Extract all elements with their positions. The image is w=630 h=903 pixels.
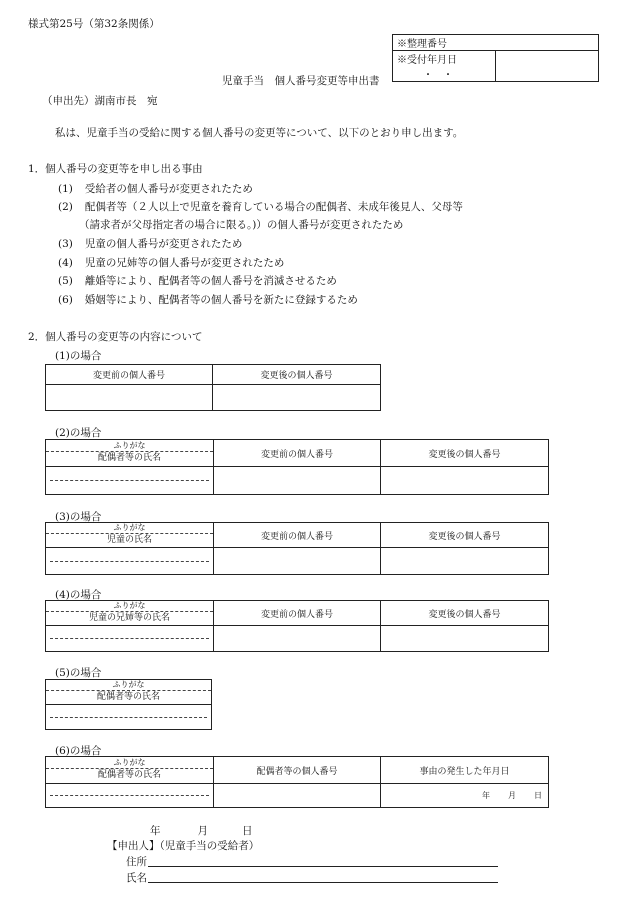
before-number-header: 変更前の個人番号 — [214, 523, 381, 548]
footer-date: 年 月 日 — [150, 825, 253, 837]
receipt-date-dots: ・ ・ — [423, 70, 453, 81]
before-number-header: 変更前の個人番号 — [214, 440, 381, 467]
address-input[interactable] — [148, 866, 498, 867]
before-number-header: 変更前の個人番号 — [214, 601, 381, 626]
applicant-label: 【申出人】（児童手当の受給者） — [107, 840, 260, 852]
reference-number-field: ※整理番号 — [393, 35, 599, 51]
case6-table — [45, 756, 549, 808]
addressee: （申出先）湖南市長 宛 — [42, 95, 158, 107]
document-title: 児童手当 個人番号変更等申出書 — [222, 75, 380, 87]
case6-label: (6)の場合 — [55, 745, 102, 757]
before-number-input[interactable] — [46, 385, 213, 411]
case2-label: (2)の場合 — [55, 427, 102, 439]
after-number-input[interactable] — [381, 467, 549, 495]
receipt-date-label: ※受付年月日 — [397, 55, 457, 66]
spouse-number-input[interactable] — [214, 784, 381, 808]
name-input[interactable] — [46, 467, 214, 495]
after-number-header: 変更後の個人番号 — [381, 523, 549, 548]
intro-text: 私は、児童手当の受給に関する個人番号の変更等について、以下のとおり申し出ます。 — [55, 127, 464, 139]
case4-table — [45, 600, 549, 652]
after-number-header: 変更後の個人番号 — [381, 440, 549, 467]
section2-heading: 2．個人番号の変更等の内容について — [28, 331, 203, 343]
spouse-number-header: 配偶者等の個人番号 — [214, 757, 381, 784]
receipt-date-blank — [496, 51, 599, 82]
case3-label: (3)の場合 — [55, 511, 102, 523]
case3-table — [45, 522, 549, 575]
case5-label: (5)の場合 — [55, 667, 102, 679]
name-input[interactable] — [46, 548, 214, 575]
reason-item-continued: （請求者が父母指定者の場合に限る。)）の個人番号が変更されたため — [79, 219, 404, 231]
section1-heading: 1．個人番号の変更等を申し出る事由 — [28, 163, 203, 175]
receipt-date-field — [393, 51, 496, 82]
name-header: ふりがな 配偶者等の氏名 — [46, 680, 212, 705]
before-number-input[interactable] — [214, 467, 381, 495]
after-number-input[interactable] — [213, 385, 381, 411]
after-number-input[interactable] — [381, 548, 549, 575]
name-input[interactable] — [46, 705, 212, 730]
reason-item: (4) 児童の兄姉等の個人番号が変更されたため — [58, 257, 285, 269]
reason-item: (5) 離婚等により、配偶者等の個人番号を消滅させるため — [58, 275, 337, 287]
name-header: ふりがな 児童の氏名 — [46, 523, 214, 548]
before-number-input[interactable] — [214, 548, 381, 575]
case2-table — [45, 439, 549, 495]
form-number: 様式第25号（第32条関係） — [28, 18, 160, 30]
name-signature-input[interactable] — [148, 882, 498, 883]
event-date-header: 事由の発生した年月日 — [381, 757, 549, 784]
address-label: 住所 — [126, 856, 147, 868]
before-number-header: 変更前の個人番号 — [46, 365, 213, 385]
office-use-box — [392, 34, 599, 82]
name-input[interactable] — [46, 784, 214, 808]
name-header: ふりがな 配偶者等の氏名 — [46, 440, 214, 467]
after-number-header: 変更後の個人番号 — [381, 601, 549, 626]
name-header: ふりがな 児童の兄姉等の氏名 — [46, 601, 214, 626]
name-label: 氏名 — [126, 872, 147, 884]
case1-table — [45, 364, 381, 411]
case4-label: (4)の場合 — [55, 589, 102, 601]
event-date-input[interactable]: 年 月 日 — [381, 784, 549, 808]
reason-item: (1) 受給者の個人番号が変更されたため — [58, 183, 253, 195]
name-header: ふりがな 配偶者等の氏名 — [46, 757, 214, 784]
reason-item: (3) 児童の個人番号が変更されたため — [58, 238, 243, 250]
after-number-input[interactable] — [381, 626, 549, 652]
name-input[interactable] — [46, 626, 214, 652]
case1-label: (1)の場合 — [55, 350, 102, 362]
case5-table — [45, 679, 212, 730]
after-number-header: 変更後の個人番号 — [213, 365, 381, 385]
reason-item: (6) 婚姻等により、配偶者等の個人番号を新たに登録するため — [58, 294, 358, 306]
reason-item: (2) 配偶者等（２人以上で児童を養育している場合の配偶者、未成年後見人、父母等 — [58, 201, 463, 213]
before-number-input[interactable] — [214, 626, 381, 652]
